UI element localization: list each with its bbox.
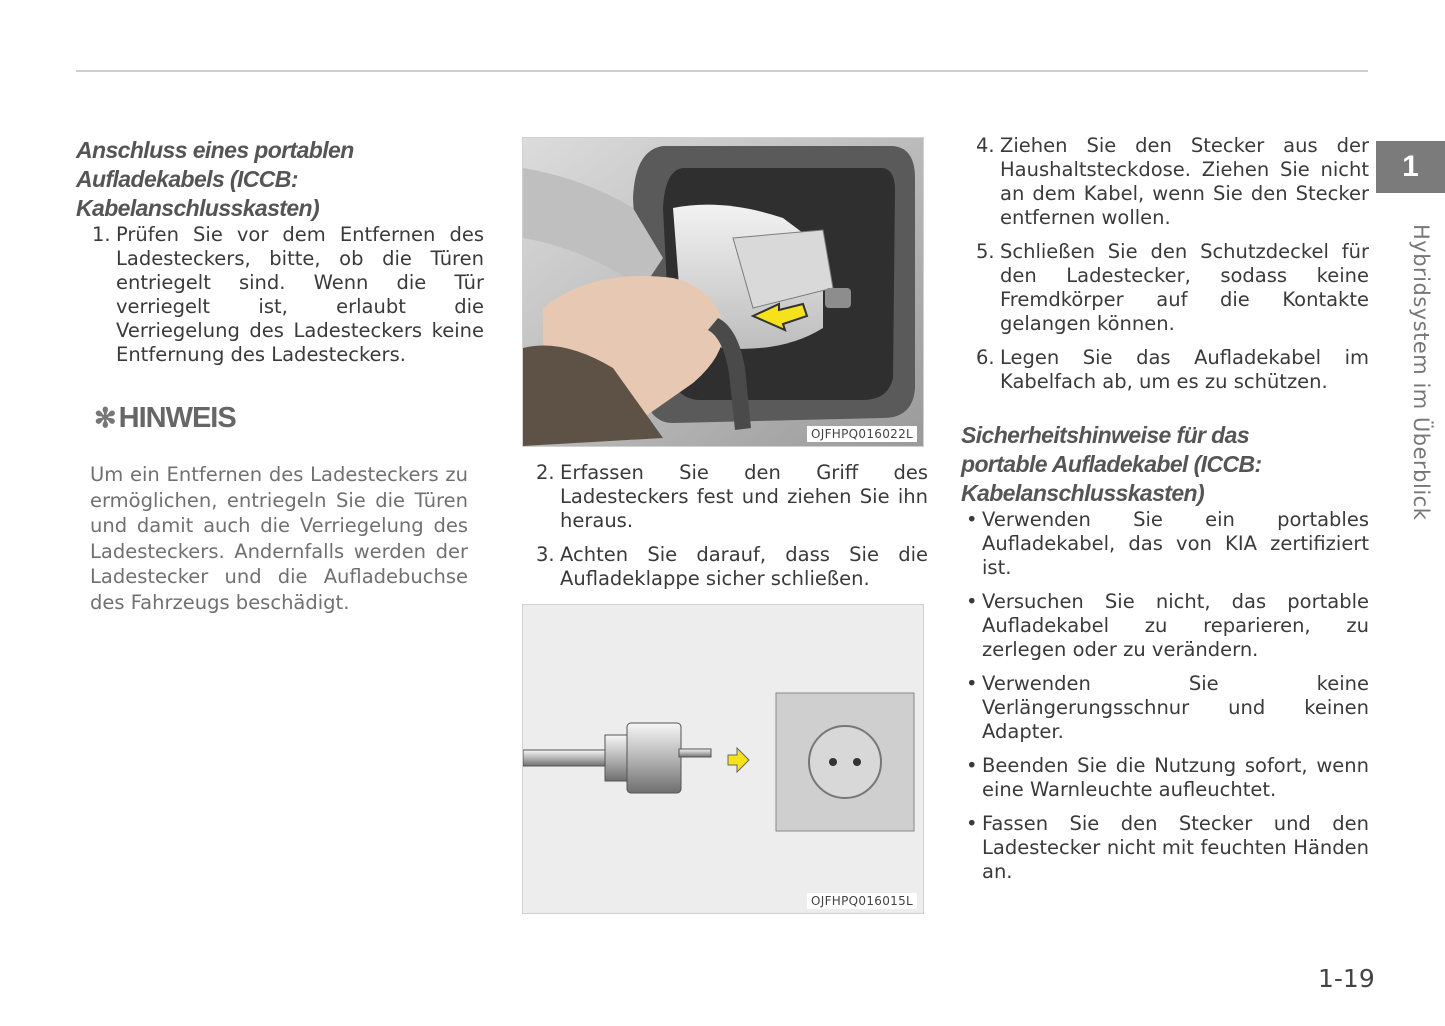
bullet-icon: •	[966, 590, 978, 613]
figure-code: OJFHPQ016022L	[807, 426, 917, 442]
section-heading-safety	[961, 421, 1262, 508]
bullet-item	[962, 812, 1369, 884]
step-text: Achten Sie darauf, dass Sie die Aufladeklappe sicher schließen.	[560, 543, 928, 590]
step-item	[960, 240, 1369, 336]
heading-line: Aufladekabels (ICCB:	[76, 166, 298, 192]
heading-line: portable Aufladekabel (ICCB:	[961, 451, 1262, 477]
bullet-item	[962, 508, 1369, 580]
figure-charging-port	[522, 137, 924, 447]
step-number: 4.	[976, 134, 995, 157]
charging-port-illustration	[523, 138, 923, 446]
step-text: Prüfen Sie vor dem Entfernen des Ladesteckers, bitte, ob die Türen entriegelt sind. Wenn die Tür verriegelt ist, erlaubt die Verriegelung des Ladesteckers keine Entfernung des Ladesteckers.	[116, 223, 484, 366]
safety-bullet-list	[962, 508, 1369, 894]
step-item	[960, 346, 1369, 394]
steps-list-2	[520, 461, 928, 591]
step-text: Erfassen Sie den Griff des Ladesteckers fest und ziehen Sie ihn heraus.	[560, 461, 928, 532]
asterisk-icon: ✻	[94, 403, 116, 433]
step-number: 2.	[536, 461, 555, 484]
bullet-text: Fassen Sie den Stecker und den Ladestecker nicht mit feuchten Händen an.	[982, 812, 1369, 883]
bullet-text: Versuchen Sie nicht, das portable Aufladekabel zu reparieren, zu zerlegen oder zu verändern.	[982, 590, 1369, 661]
step-text: Ziehen Sie den Stecker aus der Haushaltsteckdose. Ziehen Sie nicht an dem Kabel, wenn Sie den Stecker entfernen wollen.	[1000, 134, 1369, 229]
page-number: 1-19	[1318, 964, 1375, 993]
heading-line: Sicherheitshinweise für das	[961, 422, 1250, 448]
bullet-item	[962, 590, 1369, 662]
step-item	[76, 223, 484, 367]
section-heading-portable-cable	[76, 136, 354, 223]
step-text: Legen Sie das Aufladekabel im Kabelfach ab, um es zu schützen.	[1000, 346, 1369, 393]
step-item	[520, 461, 928, 533]
chapter-tab: 1	[1376, 141, 1445, 193]
step-number: 3.	[536, 543, 555, 566]
steps-list-3	[960, 134, 1369, 394]
step-number: 1.	[92, 223, 111, 246]
bullet-icon: •	[966, 508, 978, 531]
step-item	[520, 543, 928, 591]
note-title-text: HINWEIS	[118, 402, 236, 434]
note-title	[94, 402, 236, 435]
plug-socket-illustration	[523, 605, 923, 913]
bullet-text: Verwenden Sie keine Verlängerungsschnur und keinen Adapter.	[982, 672, 1369, 743]
step-item	[960, 134, 1369, 230]
chapter-title-vertical: Hybridsystem im Überblick	[1409, 224, 1433, 521]
note-text: Um ein Entfernen des Ladesteckers zu ermöglichen, entriegeln Sie die Türen und damit auch die Verriegelung des Ladesteckers. Andernfalls werden der Ladestecker und die Aufladebuchse des Fahrzeugs beschädigt.	[90, 463, 468, 614]
bullet-text: Beenden Sie die Nutzung sofort, wenn eine Warnleuchte aufleuchtet.	[982, 754, 1369, 801]
bullet-icon: •	[966, 812, 978, 835]
header-rule	[76, 70, 1368, 72]
bullet-icon: •	[966, 672, 978, 695]
heading-line: Kabelanschlusskasten)	[76, 195, 320, 221]
bullet-item	[962, 672, 1369, 744]
figure-plug-socket	[522, 604, 924, 914]
steps-list-1	[76, 223, 484, 367]
heading-line: Kabelanschlusskasten)	[961, 480, 1205, 506]
bullet-text: Verwenden Sie ein portables Aufladekabel, das von KIA zertifiziert ist.	[982, 508, 1369, 579]
step-text: Schließen Sie den Schutzdeckel für den Ladestecker, sodass keine Fremdkörper auf die Kontakte gelangen können.	[1000, 240, 1369, 335]
figure-code: OJFHPQ016015L	[807, 893, 917, 909]
step-number: 6.	[976, 346, 995, 369]
heading-line: Anschluss eines portablen	[76, 137, 354, 163]
bullet-item	[962, 754, 1369, 802]
bullet-icon: •	[966, 754, 978, 777]
step-number: 5.	[976, 240, 995, 263]
